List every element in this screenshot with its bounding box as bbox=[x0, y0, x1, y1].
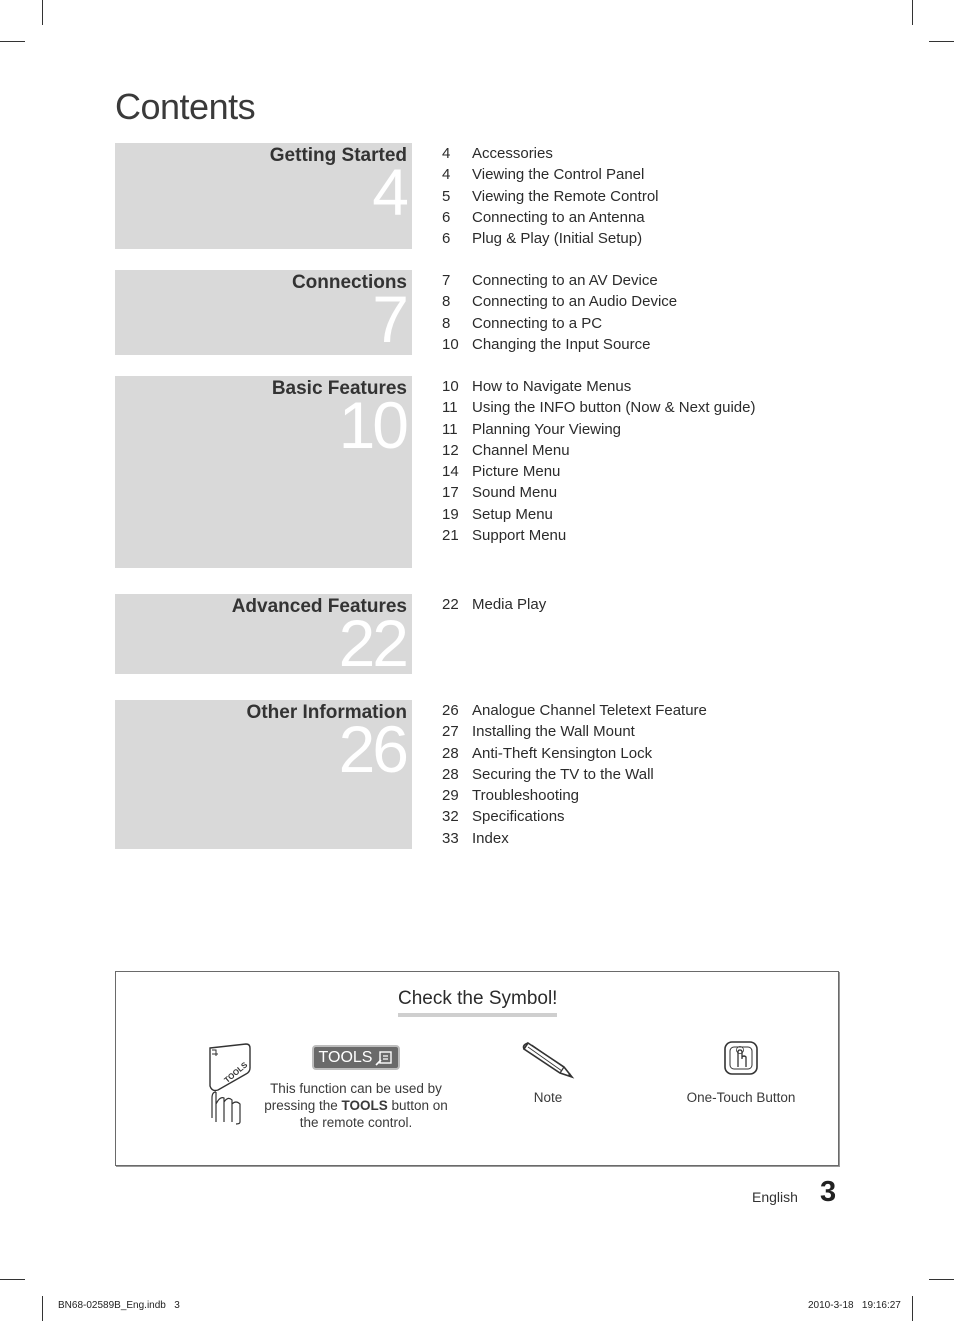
section-name: Basic Features bbox=[271, 378, 407, 399]
tools-badge bbox=[312, 1045, 401, 1070]
tools-description-part: pressing the bbox=[264, 1098, 342, 1113]
item-label: Support Menu bbox=[472, 527, 567, 545]
toc-section-connections bbox=[115, 270, 839, 355]
item-label: Connecting to an Audio Device bbox=[472, 293, 678, 311]
item-label: Connecting to an AV Device bbox=[472, 272, 658, 289]
item-page: 8 bbox=[442, 293, 451, 311]
item-label: Picture Menu bbox=[472, 463, 561, 481]
section-item-list bbox=[442, 376, 755, 546]
item-page: 10 bbox=[442, 335, 459, 353]
item-label: Media Play bbox=[472, 596, 547, 613]
list-item[interactable] bbox=[442, 461, 755, 482]
crop-mark bbox=[929, 41, 954, 42]
item-page: 4 bbox=[442, 166, 451, 184]
item-page: 5 bbox=[442, 187, 451, 205]
section-number: 7 bbox=[372, 282, 406, 355]
list-item[interactable] bbox=[442, 291, 677, 312]
pencil-icon bbox=[498, 1037, 598, 1089]
item-label: Sound Menu bbox=[472, 484, 558, 502]
page-title: Contents bbox=[115, 86, 256, 127]
crop-mark bbox=[912, 1296, 913, 1321]
item-label: Using the INFO button (Now & Next guide) bbox=[472, 399, 756, 417]
footer-language: English bbox=[752, 1189, 798, 1205]
one-touch-label: One-Touch Button bbox=[686, 1090, 796, 1105]
symbol-legend-title: Check the Symbol! bbox=[398, 988, 557, 1017]
item-page: 28 bbox=[442, 765, 459, 783]
list-item[interactable] bbox=[442, 376, 755, 397]
list-item[interactable] bbox=[442, 594, 546, 615]
item-page: 27 bbox=[442, 723, 459, 741]
item-page: 32 bbox=[442, 808, 459, 826]
item-page: 29 bbox=[442, 787, 459, 805]
item-label: Channel Menu bbox=[472, 441, 570, 459]
section-number: 26 bbox=[338, 712, 406, 786]
list-item[interactable] bbox=[442, 186, 659, 207]
item-label: Changing the Input Source bbox=[472, 335, 651, 353]
item-label: Viewing the Remote Control bbox=[472, 187, 659, 205]
item-label: Connecting to an Antenna bbox=[472, 208, 645, 226]
item-page: 22 bbox=[442, 596, 459, 613]
tools-description-line: This function can be used by bbox=[270, 1081, 442, 1096]
section-name: Getting Started bbox=[269, 145, 407, 166]
tools-symbol bbox=[256, 1045, 456, 1131]
item-page: 26 bbox=[442, 702, 459, 719]
item-page: 11 bbox=[442, 420, 458, 438]
item-label: Installing the Wall Mount bbox=[472, 723, 635, 741]
toc-section-advanced-features bbox=[115, 594, 839, 674]
section-name: Connections bbox=[291, 272, 407, 293]
tools-badge-icon bbox=[375, 1050, 393, 1066]
symbol-legend-box bbox=[115, 971, 839, 1166]
item-page: 33 bbox=[442, 829, 459, 847]
item-label: Anti-Theft Kensington Lock bbox=[472, 744, 653, 762]
list-item[interactable] bbox=[442, 164, 659, 185]
crop-mark bbox=[912, 0, 913, 25]
item-page: 6 bbox=[442, 208, 451, 226]
section-item-list bbox=[442, 143, 659, 249]
list-item[interactable] bbox=[442, 721, 707, 742]
crop-mark bbox=[42, 0, 43, 25]
section-header-box bbox=[115, 270, 412, 355]
crop-mark bbox=[0, 1279, 25, 1280]
item-page: 14 bbox=[442, 463, 459, 481]
item-label: Accessories bbox=[472, 145, 553, 162]
list-item[interactable] bbox=[442, 743, 707, 764]
tools-hand-label: TOOLS bbox=[222, 1060, 250, 1085]
tools-badge-label: TOOLS bbox=[318, 1049, 373, 1066]
list-item[interactable] bbox=[442, 700, 707, 721]
toc-section-other-information bbox=[115, 700, 839, 849]
item-page: 17 bbox=[442, 484, 459, 502]
list-item[interactable] bbox=[442, 806, 707, 827]
section-number: 22 bbox=[338, 606, 406, 674]
list-item[interactable] bbox=[442, 143, 659, 164]
list-item[interactable] bbox=[442, 419, 755, 440]
list-item[interactable] bbox=[442, 785, 707, 806]
print-timestamp: 2010-3-18 19:16:27 bbox=[808, 1300, 901, 1311]
item-label: Specifications bbox=[472, 808, 565, 826]
item-page: 8 bbox=[442, 314, 451, 332]
list-item[interactable] bbox=[442, 440, 755, 461]
section-item-list bbox=[442, 700, 707, 849]
item-page: 11 bbox=[442, 399, 458, 417]
list-item[interactable] bbox=[442, 207, 659, 228]
item-label: Troubleshooting bbox=[472, 787, 580, 805]
item-label: How to Navigate Menus bbox=[472, 378, 632, 395]
note-symbol bbox=[498, 1037, 598, 1106]
page-number: 3 bbox=[820, 1176, 837, 1208]
section-header-box bbox=[115, 376, 412, 568]
crop-mark bbox=[42, 1296, 43, 1321]
list-item[interactable] bbox=[442, 504, 755, 525]
one-touch-button-icon bbox=[676, 1040, 806, 1089]
item-label: Analogue Channel Teletext Feature bbox=[472, 702, 707, 719]
section-header-box bbox=[115, 143, 412, 249]
list-item[interactable] bbox=[442, 228, 659, 249]
item-label: Setup Menu bbox=[472, 505, 553, 523]
item-page: 10 bbox=[442, 378, 459, 395]
item-page: 21 bbox=[442, 527, 459, 545]
section-number: 4 bbox=[372, 155, 406, 229]
tools-description-line: the remote control. bbox=[299, 1115, 413, 1130]
section-header-box bbox=[115, 594, 412, 674]
section-header-box bbox=[115, 700, 412, 849]
list-item[interactable] bbox=[442, 828, 707, 849]
crop-mark bbox=[929, 1279, 954, 1280]
section-name: Other Information bbox=[246, 702, 407, 723]
list-item[interactable] bbox=[442, 334, 677, 355]
list-item[interactable] bbox=[442, 397, 755, 418]
toc-section-getting-started bbox=[115, 143, 839, 249]
section-item-list bbox=[442, 270, 677, 355]
item-label: Viewing the Control Panel bbox=[472, 166, 645, 184]
item-label: Connecting to a PC bbox=[472, 314, 603, 332]
item-label: Planning Your Viewing bbox=[472, 420, 622, 438]
crop-mark bbox=[0, 41, 25, 42]
tools-description-line bbox=[256, 1097, 456, 1114]
list-item[interactable] bbox=[442, 313, 677, 334]
list-item[interactable] bbox=[442, 270, 677, 291]
file-slug: BN68-02589B_Eng.indb 3 bbox=[58, 1300, 180, 1311]
list-item[interactable] bbox=[442, 482, 755, 503]
item-page: 12 bbox=[442, 441, 459, 459]
item-page: 4 bbox=[442, 145, 451, 162]
tools-description-part: button on bbox=[387, 1098, 448, 1113]
item-label: Index bbox=[472, 829, 509, 847]
item-page: 7 bbox=[442, 272, 451, 289]
list-item[interactable] bbox=[442, 764, 707, 785]
section-number: 10 bbox=[338, 388, 406, 462]
note-label: Note bbox=[533, 1090, 563, 1105]
section-name: Advanced Features bbox=[231, 596, 407, 617]
list-item[interactable] bbox=[442, 525, 755, 546]
toc-section-basic-features bbox=[115, 376, 839, 568]
item-page: 6 bbox=[442, 230, 451, 248]
one-touch-symbol bbox=[676, 1040, 806, 1106]
item-label: Plug & Play (Initial Setup) bbox=[472, 230, 643, 248]
item-page: 28 bbox=[442, 744, 459, 762]
item-label: Securing the TV to the Wall bbox=[472, 765, 654, 783]
section-item-list bbox=[442, 594, 546, 615]
item-page: 19 bbox=[442, 505, 459, 523]
tools-description-emphasis: TOOLS bbox=[341, 1098, 388, 1113]
tools-hand-icon bbox=[206, 1042, 254, 1126]
